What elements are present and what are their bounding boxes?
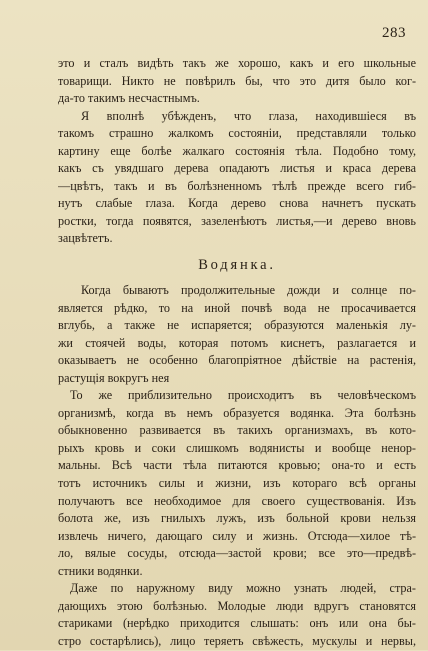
text-line: ростки, тогда появятся, зазеленѣютъ листья,—и дерево вновь bbox=[58, 213, 416, 228]
page-number: 283 bbox=[382, 25, 406, 41]
text-line: нутъ слабые глаза. Когда дерево снова начнетъ пускать bbox=[58, 196, 416, 211]
text-line: рыхъ кровь и соки слишкомъ водянисты и вообще ненор- bbox=[58, 440, 416, 455]
paragraph bbox=[58, 108, 416, 248]
text-line: жи стоячей воды, которая потомъ киснетъ, разлагается и bbox=[58, 335, 416, 350]
text-line: да-то такимъ несчастнымъ. bbox=[58, 91, 200, 106]
text-line: такомъ страшно жалкомъ состояніи, представляли только bbox=[58, 126, 416, 141]
text-line: это и сталъ видѣть такъ же хорошо, какъ и его школьные bbox=[58, 56, 416, 70]
text-line: болота же, изъ гнилыхъ лужъ, изъ больной крови нельзя bbox=[58, 511, 416, 526]
text-line: —цвѣтъ, такъ и въ болѣзненномъ тѣлѣ прежде всего гиб- bbox=[58, 178, 416, 193]
text-line: Я вполнѣ убѣжденъ, что глаза, находившіеся въ bbox=[81, 108, 416, 123]
paragraph bbox=[58, 387, 416, 580]
text-line: обыкновенно развивается въ такихъ организмахъ, въ кото- bbox=[58, 423, 416, 438]
body-text bbox=[58, 55, 416, 651]
text-line: дающихъ этою болѣзнью. Молодые люди вдругъ становятся bbox=[58, 598, 416, 613]
text-line: То же приблизительно происходитъ въ человѣческомъ bbox=[70, 388, 416, 403]
text-line: стариками (нерѣдко приходится слышать: онъ или она бы- bbox=[58, 616, 416, 631]
paragraph bbox=[58, 55, 416, 108]
text-line: стро состарѣлись), лицо теряетъ свѣжесть, мускулы и нервы, bbox=[58, 633, 416, 648]
text-line: тотъ источникъ силы и жизни, изъ котораго всѣ органы bbox=[58, 476, 416, 491]
text-line: картину еще болѣе жалкаго состоянія тѣла. Подобно тому, bbox=[58, 143, 416, 158]
text-line: зацвѣтетъ. bbox=[58, 231, 113, 246]
text-line: стники водянки. bbox=[58, 563, 143, 578]
text-line: является рѣдко, то на иной почвѣ вода не просачивается bbox=[58, 300, 416, 315]
text-line: Когда бываютъ продолжительные дожди и солнце по- bbox=[81, 283, 416, 298]
paragraph bbox=[58, 282, 416, 387]
text-line: товарищи. Никто не повѣрилъ бы, что это дитя было ког- bbox=[58, 73, 416, 88]
text-line: мальны. Всѣ части тѣла питаются кровью; она-то и есть bbox=[58, 458, 416, 473]
text-line: получаютъ все необходимое для своего существованія. Изъ bbox=[58, 493, 416, 508]
text-line: вглубь, а также не испаряется; образуются маленькія лу- bbox=[58, 318, 416, 333]
text-line: оказываетъ не особенно благопріятное дѣйствіе на растенія, bbox=[58, 353, 416, 368]
section-heading: Водянка. bbox=[198, 257, 276, 274]
text-line: растущія вокругъ нея bbox=[58, 370, 170, 385]
paragraph bbox=[58, 580, 416, 650]
text-line: ло, вялые сосуды, отсюда—застой крови; все это—предвѣ- bbox=[58, 546, 416, 561]
text-line: какъ съ увядшаго дерева опадаютъ листья и краса дерева bbox=[58, 161, 416, 176]
text-line: организмѣ, когда въ немъ образуется водянка. Эта болѣзнь bbox=[58, 405, 416, 420]
text-line: извлечь ничего, дающаго силу и жизнь. Отсюда—хилое тѣ- bbox=[58, 528, 416, 543]
text-line: Даже по наружному виду можно узнать людей, стра- bbox=[70, 581, 416, 596]
